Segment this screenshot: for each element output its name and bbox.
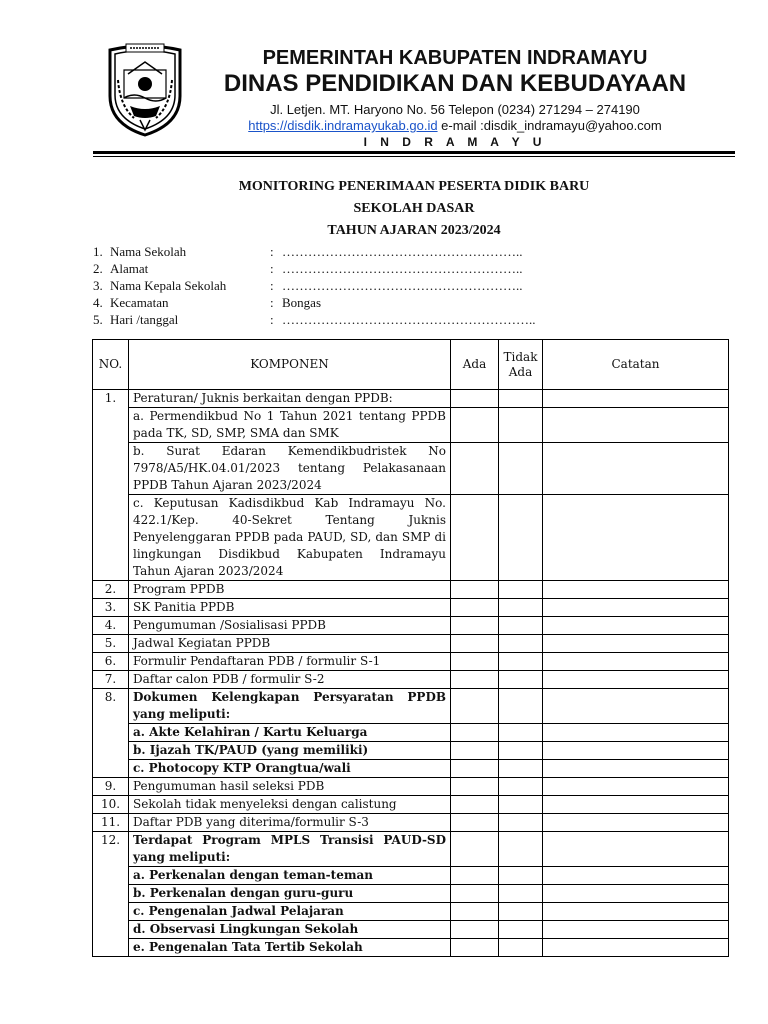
- catatan-cell[interactable]: [543, 581, 729, 599]
- catatan-cell[interactable]: [543, 724, 729, 742]
- info-number: 3.: [93, 278, 103, 293]
- tidak-ada-cell[interactable]: [499, 939, 543, 957]
- info-number: 5.: [93, 312, 103, 327]
- tidak-ada-cell[interactable]: [499, 617, 543, 635]
- catatan-cell[interactable]: [543, 495, 729, 581]
- table-row: [93, 581, 729, 599]
- table-row: [93, 742, 729, 760]
- component-text: c. Keputusan Kadisdikbud Kab Indramayu No. 422.1/Kep. 40-Sekret Tentang Juknis Penyelenggaran PPDB pada PAUD, SD, dan SMP di lingkungan Disdikbud Kabupaten Indramayu Tahun Ajaran 2023/2024: [129, 495, 451, 581]
- component-text: Sekolah tidak menyeleksi dengan calistung: [129, 796, 451, 814]
- info-label: Hari /tanggal: [110, 312, 179, 327]
- info-colon: :: [270, 244, 274, 259]
- catatan-cell[interactable]: [543, 443, 729, 495]
- component-text: b. Perkenalan dengan guru-guru: [129, 885, 451, 903]
- table-row: [93, 814, 729, 832]
- tidak-ada-cell[interactable]: [499, 724, 543, 742]
- table-row: [93, 653, 729, 671]
- row-number: 2.: [93, 581, 129, 599]
- city-name: I N D R A M A Y U: [363, 135, 547, 149]
- tidak-ada-cell[interactable]: [499, 885, 543, 903]
- letterhead: [200, 46, 710, 150]
- table-row: [93, 796, 729, 814]
- component-text: c. Photocopy KTP Orangtua/wali: [129, 760, 451, 778]
- government-name: PEMERINTAH KABUPATEN INDRAMAYU: [262, 47, 648, 69]
- info-number: 4.: [93, 295, 103, 310]
- ada-cell[interactable]: [451, 921, 499, 939]
- catatan-cell[interactable]: [543, 832, 729, 867]
- row-number: 4.: [93, 617, 129, 635]
- info-colon: :: [270, 312, 274, 327]
- ada-cell[interactable]: [451, 443, 499, 495]
- info-value: Bongas: [282, 295, 321, 310]
- ada-cell[interactable]: [451, 778, 499, 796]
- component-text: e. Pengenalan Tata Tertib Sekolah: [129, 939, 451, 957]
- ada-cell[interactable]: [451, 885, 499, 903]
- ada-cell[interactable]: [451, 939, 499, 957]
- ada-cell[interactable]: [451, 390, 499, 408]
- catatan-cell[interactable]: [543, 742, 729, 760]
- component-text: Program PPDB: [129, 581, 451, 599]
- catatan-cell[interactable]: [543, 653, 729, 671]
- row-number: 5.: [93, 635, 129, 653]
- info-number: 1.: [93, 244, 103, 259]
- table-row: [93, 408, 729, 443]
- component-text: Peraturan/ Juknis berkaitan dengan PPDB:: [129, 390, 451, 408]
- component-text: d. Observasi Lingkungan Sekolah: [129, 921, 451, 939]
- catatan-cell[interactable]: [543, 408, 729, 443]
- website-link[interactable]: https://disdik.indramayukab.go.id: [248, 118, 438, 133]
- table-row: [93, 760, 729, 778]
- info-colon: :: [270, 295, 274, 310]
- tidak-ada-cell[interactable]: [499, 689, 543, 724]
- catatan-cell[interactable]: [543, 814, 729, 832]
- table-row: [93, 867, 729, 885]
- monitoring-table: [92, 339, 729, 957]
- info-row-hari-tanggal: [93, 311, 693, 328]
- ada-cell[interactable]: [451, 867, 499, 885]
- ada-cell[interactable]: [451, 689, 499, 724]
- table-row: [93, 921, 729, 939]
- component-text: Pengumuman /Sosialisasi PPDB: [129, 617, 451, 635]
- component-text: Daftar PDB yang diterima/formulir S-3: [129, 814, 451, 832]
- component-text: b. Surat Edaran Kemendikbudristek No 7978/A5/HK.04.01/2023 tentang Pelakasanaan PPDB Tahun Ajaran 2023/2024: [129, 443, 451, 495]
- row-number: 12.: [93, 832, 129, 957]
- component-text: Terdapat Program MPLS Transisi PAUD-SD yang meliputi:: [129, 832, 451, 867]
- ada-cell[interactable]: [451, 832, 499, 867]
- tidak-ada-cell[interactable]: [499, 832, 543, 867]
- component-text: c. Pengenalan Jadwal Pelajaran: [129, 903, 451, 921]
- ada-cell[interactable]: [451, 903, 499, 921]
- tidak-ada-cell[interactable]: [499, 742, 543, 760]
- school-info-list: [93, 243, 693, 328]
- table-row: [93, 939, 729, 957]
- ada-cell[interactable]: [451, 796, 499, 814]
- tidak-ada-cell[interactable]: [499, 778, 543, 796]
- ada-cell[interactable]: [451, 742, 499, 760]
- letterhead-rule-thin: [93, 156, 735, 157]
- table-row: [93, 390, 729, 408]
- info-row-nama-sekolah: [93, 243, 693, 260]
- letterhead-rule-thick: [93, 151, 735, 154]
- component-text: a. Perkenalan dengan teman-teman: [129, 867, 451, 885]
- header-ada: Ada: [451, 340, 499, 390]
- info-label: Alamat: [110, 261, 149, 276]
- catatan-cell[interactable]: [543, 867, 729, 885]
- tidak-ada-cell[interactable]: [499, 408, 543, 443]
- row-number: 7.: [93, 671, 129, 689]
- catatan-cell[interactable]: [543, 689, 729, 724]
- row-number: 8.: [93, 689, 129, 778]
- info-colon: :: [270, 278, 274, 293]
- table-row: [93, 689, 729, 724]
- table-row: [93, 443, 729, 495]
- ada-cell[interactable]: [451, 724, 499, 742]
- tidak-ada-cell[interactable]: [499, 903, 543, 921]
- info-row-kepala-sekolah: [93, 277, 693, 294]
- component-text: Pengumuman hasil seleksi PDB: [129, 778, 451, 796]
- table-row: [93, 599, 729, 617]
- catatan-cell[interactable]: [543, 635, 729, 653]
- ada-cell[interactable]: [451, 814, 499, 832]
- tidak-ada-cell[interactable]: [499, 760, 543, 778]
- tidak-ada-cell[interactable]: [499, 581, 543, 599]
- ada-cell[interactable]: [451, 617, 499, 635]
- table-row: [93, 724, 729, 742]
- row-number: 9.: [93, 778, 129, 796]
- ada-cell[interactable]: [451, 760, 499, 778]
- component-text: Daftar calon PDB / formulir S-2: [129, 671, 451, 689]
- tidak-ada-cell[interactable]: [499, 443, 543, 495]
- component-text: a. Akte Kelahiran / Kartu Keluarga: [129, 724, 451, 742]
- department-name: DINAS PENDIDIKAN DAN KEBUDAYAAN: [223, 70, 687, 97]
- info-value: ………………………………………………..: [282, 261, 523, 276]
- info-row-kecamatan: [93, 294, 693, 311]
- ada-cell[interactable]: [451, 599, 499, 617]
- header-tidak-ada: Tidak Ada: [499, 340, 543, 390]
- component-text: SK Panitia PPDB: [129, 599, 451, 617]
- ada-cell[interactable]: [451, 671, 499, 689]
- component-text: Jadwal Kegiatan PPDB: [129, 635, 451, 653]
- tidak-ada-cell[interactable]: [499, 390, 543, 408]
- table-row: [93, 778, 729, 796]
- catatan-cell[interactable]: [543, 903, 729, 921]
- tidak-ada-cell[interactable]: [499, 814, 543, 832]
- catatan-cell[interactable]: [543, 760, 729, 778]
- ada-cell[interactable]: [451, 495, 499, 581]
- info-row-alamat: [93, 260, 693, 277]
- catatan-cell[interactable]: [543, 796, 729, 814]
- ada-cell[interactable]: [451, 581, 499, 599]
- tidak-ada-cell[interactable]: [499, 867, 543, 885]
- table-row: [93, 903, 729, 921]
- row-number: 3.: [93, 599, 129, 617]
- info-colon: :: [270, 261, 274, 276]
- row-number: 6.: [93, 653, 129, 671]
- catatan-cell[interactable]: [543, 939, 729, 957]
- catatan-cell[interactable]: [543, 390, 729, 408]
- info-label: Nama Kepala Sekolah: [110, 278, 227, 293]
- address-line: Jl. Letjen. MT. Haryono No. 56 Telepon (0234) 271294 – 274190: [270, 102, 640, 117]
- ada-cell[interactable]: [451, 635, 499, 653]
- catatan-cell[interactable]: [543, 885, 729, 903]
- tidak-ada-cell[interactable]: [499, 796, 543, 814]
- component-text: Dokumen Kelengkapan Persyaratan PPDB yang meliputi:: [129, 689, 451, 724]
- tidak-ada-cell[interactable]: [499, 599, 543, 617]
- catatan-cell[interactable]: [543, 778, 729, 796]
- ada-cell[interactable]: [451, 653, 499, 671]
- catatan-cell[interactable]: [543, 617, 729, 635]
- header-no: NO.: [93, 340, 129, 390]
- row-number: 1.: [93, 390, 129, 581]
- tidak-ada-cell[interactable]: [499, 653, 543, 671]
- tidak-ada-cell[interactable]: [499, 921, 543, 939]
- info-label: Kecamatan: [110, 295, 169, 310]
- info-label: Nama Sekolah: [110, 244, 187, 259]
- component-text: Formulir Pendaftaran PDB / formulir S-1: [129, 653, 451, 671]
- component-text: a. Permendikbud No 1 Tahun 2021 tentang PPDB pada TK, SD, SMP, SMA dan SMK: [129, 408, 451, 443]
- catatan-cell[interactable]: [543, 671, 729, 689]
- info-value: ………………………………………………..: [282, 244, 523, 259]
- tidak-ada-cell[interactable]: [499, 671, 543, 689]
- document-year: TAHUN AJARAN 2023/2024: [327, 223, 501, 238]
- table-header-row: [93, 340, 729, 390]
- catatan-cell[interactable]: [543, 921, 729, 939]
- info-number: 2.: [93, 261, 103, 276]
- row-number: 10.: [93, 796, 129, 814]
- catatan-cell[interactable]: [543, 599, 729, 617]
- document-title: MONITORING PENERIMAAN PESERTA DIDIK BARU: [238, 179, 590, 194]
- table-row: [93, 832, 729, 867]
- ada-cell[interactable]: [451, 408, 499, 443]
- table-row: [93, 635, 729, 653]
- table-row: [93, 671, 729, 689]
- email-text: e-mail :disdik_indramayu@yahoo.com: [437, 118, 662, 133]
- indramayu-coat-of-arms-logo: [104, 40, 186, 138]
- header-komponen: KOMPONEN: [129, 340, 451, 390]
- header-catatan: Catatan: [543, 340, 729, 390]
- row-number: 11.: [93, 814, 129, 832]
- tidak-ada-cell[interactable]: [499, 495, 543, 581]
- component-text: b. Ijazah TK/PAUD (yang memiliki): [129, 742, 451, 760]
- info-value: …………………………………………………..: [282, 312, 536, 327]
- table-row: [93, 617, 729, 635]
- tidak-ada-cell[interactable]: [499, 635, 543, 653]
- table-row: [93, 495, 729, 581]
- document-subtitle: SEKOLAH DASAR: [353, 201, 475, 216]
- contact-line: [200, 118, 710, 134]
- table-row: [93, 885, 729, 903]
- info-value: ………………………………………………..: [282, 278, 523, 293]
